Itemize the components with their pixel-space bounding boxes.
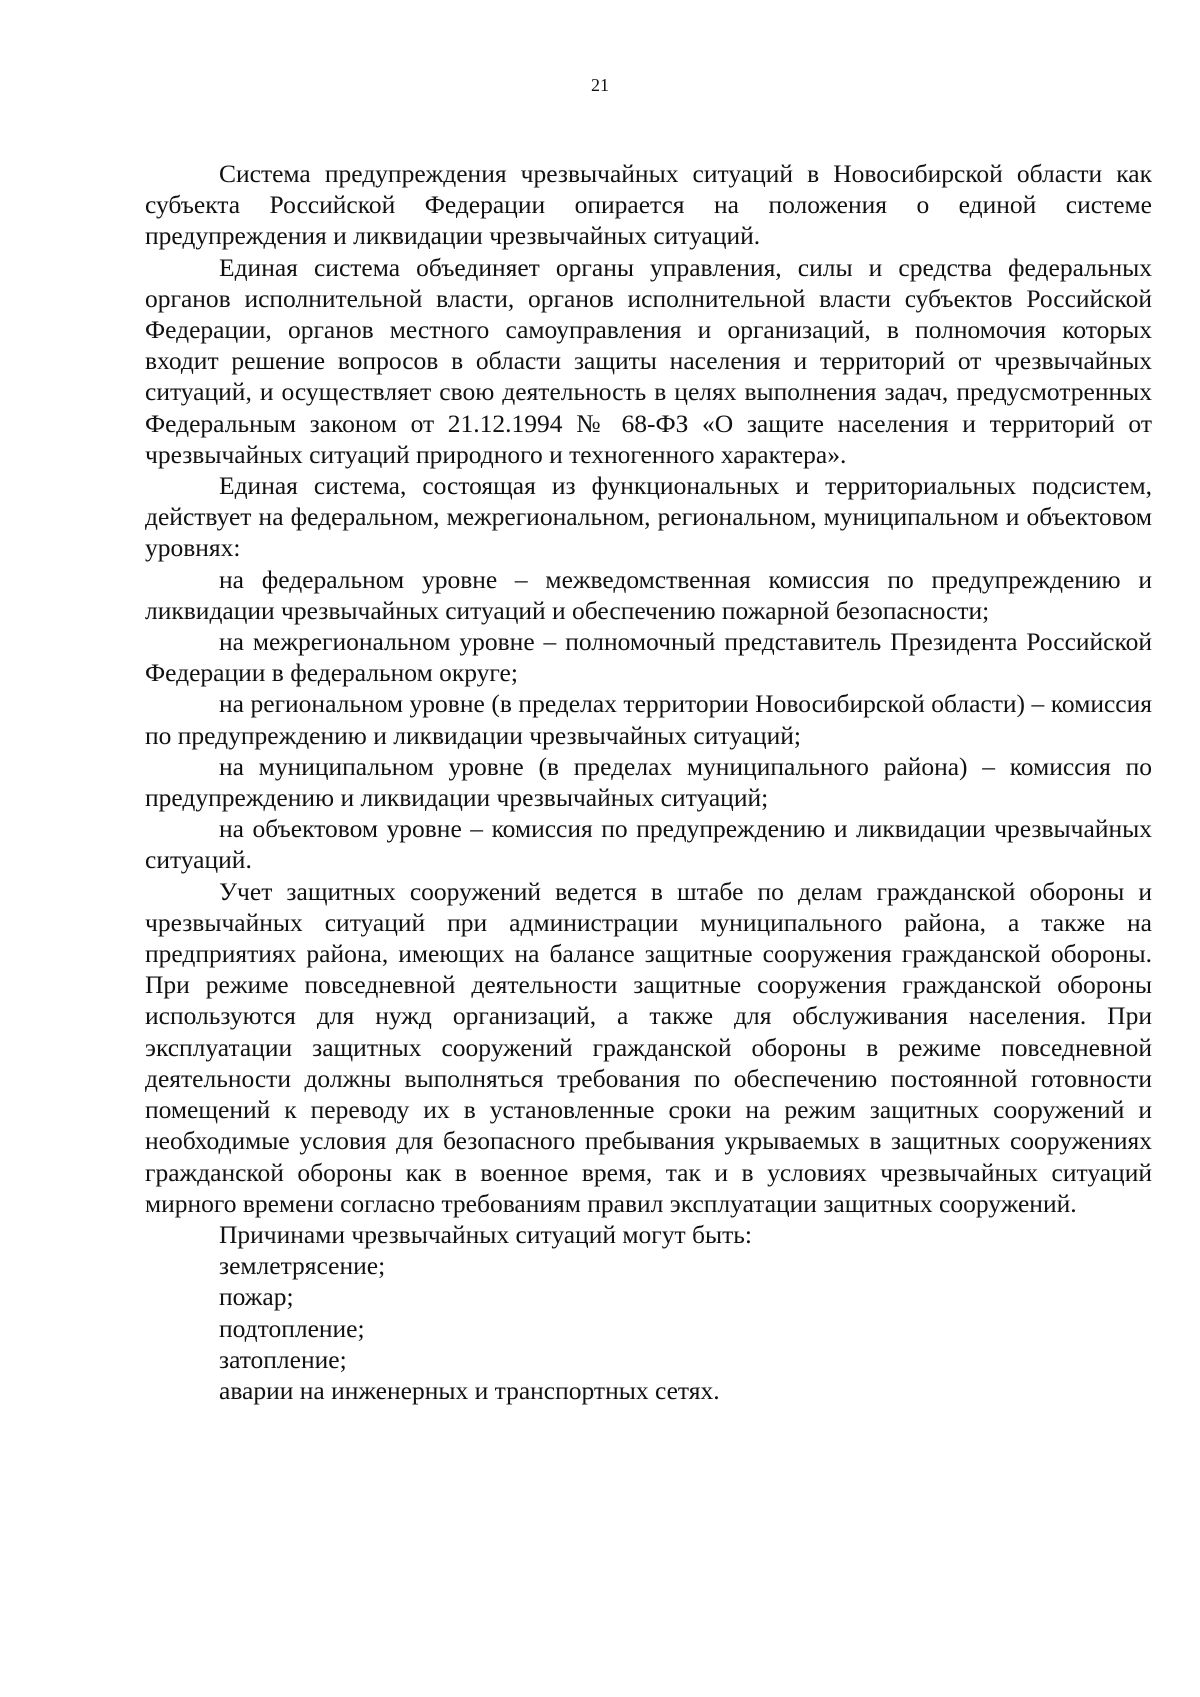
document-body xyxy=(145,158,1152,1406)
paragraph-interregional-level: на межрегиональном уровне – полномочный представитель Президента Российской Федерации в федеральном округе; xyxy=(145,627,1152,688)
paragraph-federal-level: на федеральном уровне – межведомственная комиссия по предупреждению и ликвидации чрезвычайных ситуаций и обеспечению пожарной безопасности; xyxy=(145,564,1152,625)
list-item: землетрясение; xyxy=(219,1251,386,1281)
paragraph-subsystems: Единая система, состоящая из функциональных и территориальных подсистем, действует на федеральном, межрегиональном, региональном, муниципальном и объектовом уровнях: xyxy=(145,471,1152,563)
paragraph-object-level: на объектовом уровне – комиссия по предупреждению и ликвидации чрезвычайных ситуаций. xyxy=(145,814,1152,875)
page-number: 21 xyxy=(591,75,609,95)
list-item: аварии на инженерных и транспортных сетях. xyxy=(219,1375,720,1405)
list-item: пожар; xyxy=(219,1282,294,1312)
paragraph-municipal-level: на муниципальном уровне (в пределах муниципального района) – комиссия по предупреждению и ликвидации чрезвычайных ситуаций; xyxy=(145,751,1152,813)
paragraph-protective-structures: Учет защитных сооружений ведется в штабе по делам гражданской обороны и чрезвычайных ситуаций при администрации муниципального района, а также на предприятиях района, имеющих на балансе защитные сооружения гражданской обороны. При режиме повседневной деятельности защитные сооружения гражданской обороны используются для нужд организаций, а также для обслуживания населения. При эксплуатации защитных сооружений гражданской обороны в режиме повседневной деятельности должны выполняться требования по обеспечению постоянной готовности помещений к переводу их в установленные сроки на режим защитных сооружений и необходимые условия для безопасного пребывания укрываемых в защитных сооружениях гражданской обороны как в военное время, так и в условиях чрезвычайных ситуаций мирного времени согласно требованиям правил эксплуатации защитных сооружений. xyxy=(145,876,1152,1218)
paragraph-intro: Система предупреждения чрезвычайных ситуаций в Новосибирской области как субъекта Российской Федерации опирается на положения о единой системе предупреждения и ликвидации чрезвычайных ситуаций. xyxy=(145,159,1152,251)
list-item: подтопление; xyxy=(219,1313,365,1343)
paragraph-regional-level: на региональном уровне (в пределах территории Новосибирской области) – комиссия по предупреждению и ликвидации чрезвычайных ситуаций; xyxy=(145,689,1152,750)
list-item: затопление; xyxy=(219,1344,347,1374)
paragraph-unified-system: Единая система объединяет органы управления, силы и средства федеральных органов исполнительной власти, органов исполнительной власти субъектов Российской Федерации, органов местного самоуправления и организаций, в полномочия которых входит решение вопросов в области защиты населения и территорий от чрезвычайных ситуаций, и осуществляет свою деятельность в целях выполнения задач, предусмотренных Федеральным законом от 21.12.1994 № 68-ФЗ «О защите населения и территорий от чрезвычайных ситуаций природного и техногенного характера». xyxy=(145,252,1152,469)
paragraph-causes-heading: Причинами чрезвычайных ситуаций могут быть: xyxy=(219,1219,752,1249)
